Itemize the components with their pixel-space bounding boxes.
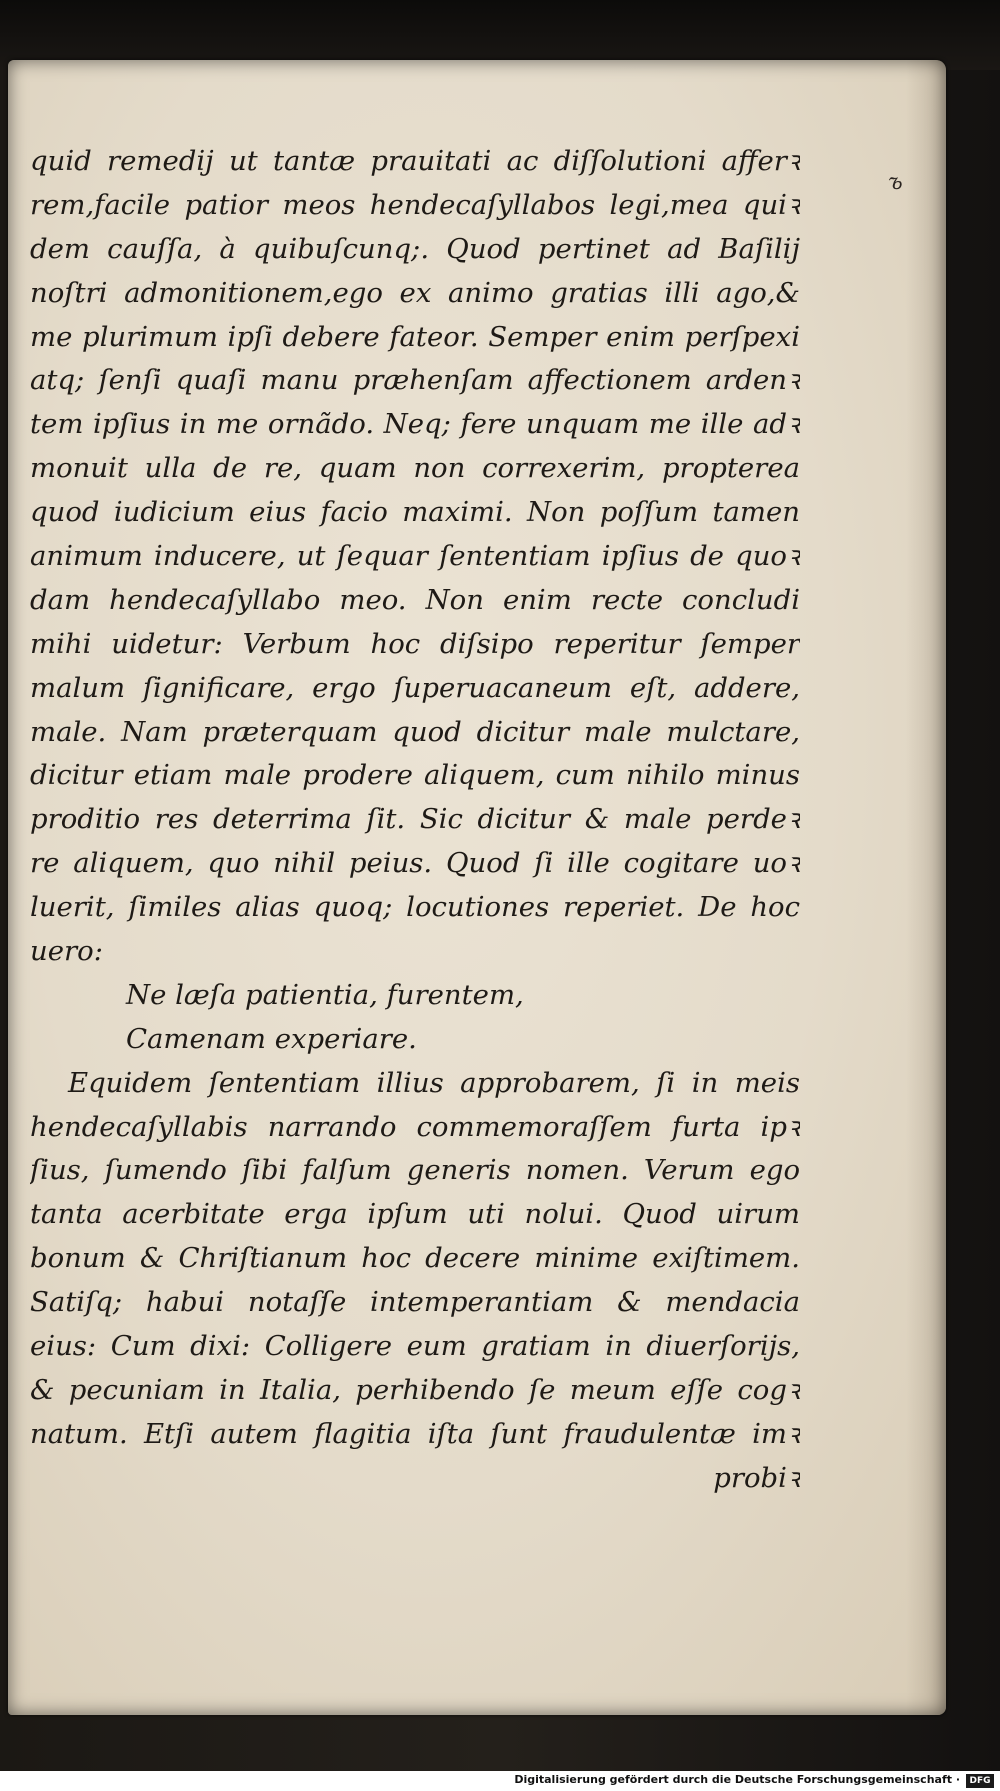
text-line: eius: Cum dixi: Colligere eum gratiam in diuerſorijs, bbox=[30, 1330, 800, 1363]
digitization-footer bbox=[0, 1771, 1000, 1791]
text-line: ſius, ſumendo ſibi falſum generis nomen. Verum ego bbox=[30, 1154, 800, 1187]
text-line: & pecuniam in Italia, perhibendo ſe meum eſſe cogꝛ bbox=[30, 1373, 800, 1406]
text-line: uero: bbox=[30, 935, 103, 968]
text-line: dem cauſſa, à quibuſcunq;. Quod pertinet ad Baſilij bbox=[30, 232, 800, 265]
text-line: Equidem ſententiam illius approbarem, ſi in meis bbox=[68, 1066, 800, 1099]
text-line: dam hendecaſyllabo meo. Non enim recte concludi bbox=[30, 583, 800, 616]
text-line: tanta acerbitate erga ipſum uti nolui. Quod uirum bbox=[30, 1198, 800, 1231]
text-line: tem ipſius in me ornãdo. Neq; fere unquam me ille adꝛ bbox=[30, 408, 800, 441]
verse-line: Camenam experiare. bbox=[126, 1022, 417, 1055]
text-line: quid remedij ut tantæ prauitati ac diſſolutioni afferꝛ bbox=[30, 145, 800, 177]
catchword: probiꝛ bbox=[713, 1461, 800, 1494]
text-line: mihi uidetur: Verbum hoc diſsipo reperitur ſemper bbox=[30, 627, 800, 660]
text-line: proditio res deterrima ſit. Sic dicitur & male perdeꝛ bbox=[30, 803, 800, 836]
text-line: natum. Etſi autem flagitia iſta ſunt fraudulentæ imꝛ bbox=[30, 1417, 800, 1450]
text-line: monuit ulla de re, quam non correxerim, propterea bbox=[30, 452, 800, 485]
text-line: re aliquem, quo nihil peius. Quod ſi ille cogitare uoꝛ bbox=[30, 847, 800, 880]
text-line: male. Nam præterquam quod dicitur male mulctare, bbox=[30, 715, 800, 748]
text-line: Satiſq; habui notaſſe intemperantiam & mendacia bbox=[30, 1286, 800, 1319]
dfg-logo: DFG bbox=[966, 1774, 994, 1788]
text-line: quod iudicium eius facio maximi. Non poſſum tamen bbox=[30, 496, 800, 529]
text-line: atq; ſenſi quaſi manu præhenſam affectionem ardenꝛ bbox=[30, 364, 800, 397]
text-line: bonum & Chriſtianum hoc decere minime exiſtimem. bbox=[30, 1242, 800, 1275]
text-line: animum inducere, ut ſequar ſententiam ipſius de quoꝛ bbox=[30, 540, 800, 573]
page-corner-mark: ъ bbox=[888, 170, 903, 195]
text-line: rem,facile patior meos hendecaſyllabos legi,mea quiꝛ bbox=[30, 188, 800, 221]
text-line: me plurimum ipſi debere fateor. Semper enim perſpexi bbox=[30, 320, 800, 353]
text-line: hendecaſyllabis narrando commemoraſſem furta ipꝛ bbox=[30, 1110, 800, 1143]
text-line: luerit, ſimiles alias quoq; locutiones reperiet. De hoc bbox=[30, 891, 800, 924]
text-line: dicitur etiam male prodere aliquem, cum nihilo minus bbox=[30, 759, 800, 792]
page-text-block bbox=[30, 140, 800, 1501]
verse-line: Ne læſa patientia, furentem, bbox=[126, 978, 524, 1011]
funding-credit: Digitalisierung gefördert durch die Deutsche Forschungsgemeinschaft · bbox=[514, 1773, 960, 1786]
text-line: malum ſignificare, ergo ſuperuacaneum eſt, addere, bbox=[30, 671, 800, 704]
text-line: noſtri admonitionem,ego ex animo gratias illi ago,& bbox=[30, 276, 800, 309]
